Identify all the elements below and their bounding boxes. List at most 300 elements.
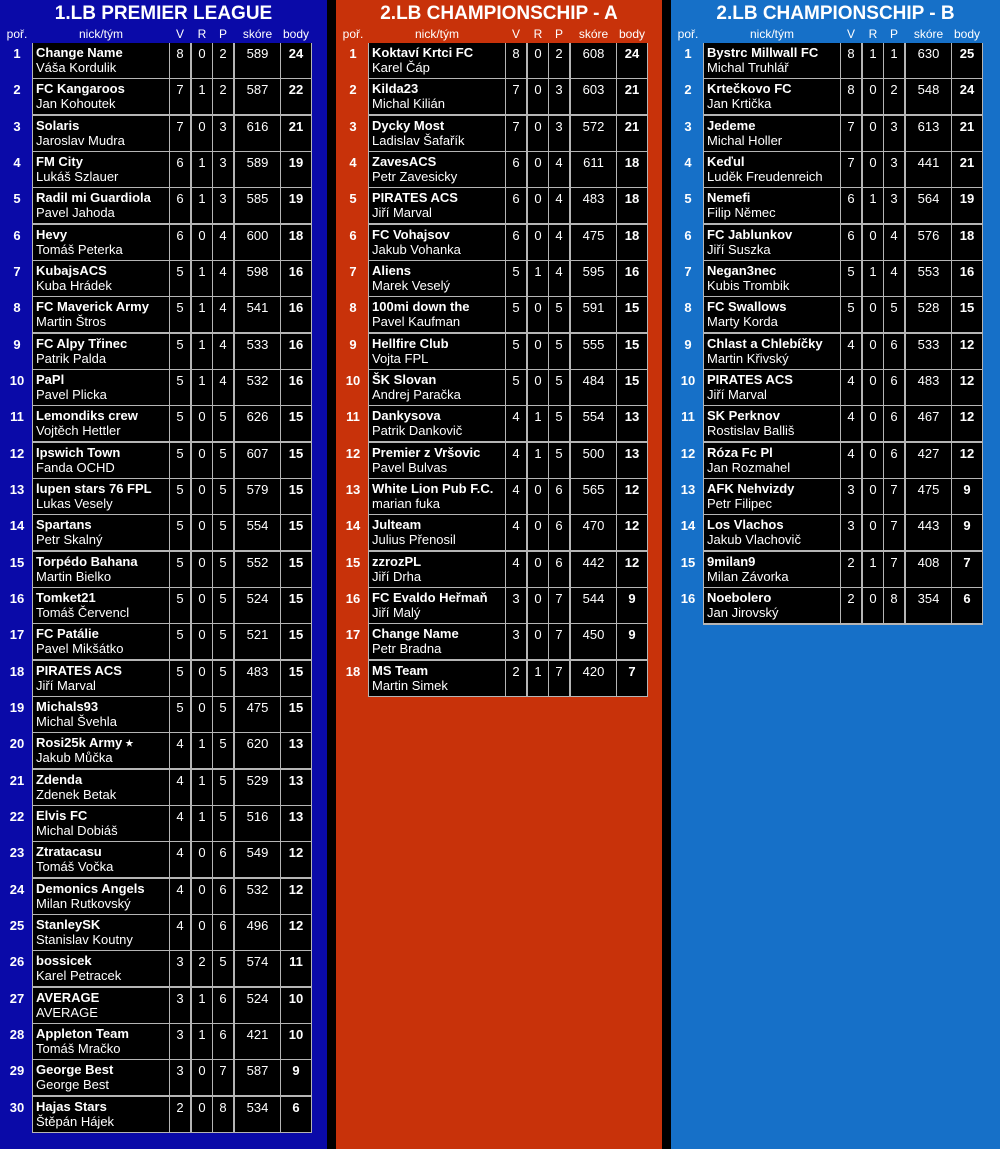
rank: 4 bbox=[349, 154, 357, 170]
draws: 0 bbox=[192, 225, 212, 260]
points: 12 bbox=[952, 334, 982, 369]
team-name: Hevy bbox=[36, 226, 68, 242]
table-row bbox=[2, 697, 325, 733]
rank: 6 bbox=[349, 227, 357, 243]
rank: 4 bbox=[684, 154, 692, 170]
draws: 0 bbox=[528, 624, 548, 659]
points: 6 bbox=[281, 1097, 311, 1132]
header-l: P bbox=[554, 27, 563, 41]
score: 500 bbox=[571, 443, 616, 478]
draws: 1 bbox=[528, 406, 548, 441]
wins: 7 bbox=[170, 79, 190, 114]
team-name: 100mi down the bbox=[372, 299, 470, 315]
team-cell bbox=[33, 43, 169, 78]
losses: 8 bbox=[884, 588, 904, 623]
team-cell bbox=[369, 479, 505, 514]
manager-name: Zdenek Betak bbox=[36, 786, 117, 802]
draws: 0 bbox=[528, 152, 548, 187]
manager-name: Jiří Suszka bbox=[707, 241, 771, 257]
rank: 11 bbox=[346, 409, 360, 425]
draws: 0 bbox=[192, 515, 212, 550]
wins: 2 bbox=[170, 1097, 190, 1132]
manager-name: Kubis Trombik bbox=[707, 277, 790, 293]
manager-name: Milan Rutkovský bbox=[36, 895, 131, 911]
wins: 5 bbox=[170, 479, 190, 514]
team-name: PIRATES ACS bbox=[707, 371, 793, 387]
points: 15 bbox=[952, 297, 982, 332]
score: 620 bbox=[235, 733, 280, 768]
team-name: Hellfire Club bbox=[372, 335, 449, 351]
points: 24 bbox=[952, 79, 982, 114]
draws: 1 bbox=[192, 79, 212, 114]
draws: 1 bbox=[863, 261, 883, 296]
championship-b-title: 2.LB CHAMPIONSCHIP - B bbox=[716, 3, 955, 24]
rank: 28 bbox=[9, 1026, 25, 1042]
points: 12 bbox=[617, 515, 647, 550]
team-name: FC Maverick Army bbox=[36, 299, 149, 315]
losses: 6 bbox=[213, 988, 233, 1023]
points: 25 bbox=[952, 43, 982, 78]
team-cell bbox=[33, 915, 169, 950]
team-name: Rosi25k Army ⭑ bbox=[36, 735, 133, 751]
manager-name: Luděk Freudenreich bbox=[707, 168, 823, 184]
team-cell bbox=[33, 988, 169, 1023]
rank: 14 bbox=[9, 518, 25, 534]
team-cell bbox=[33, 188, 169, 223]
rank: 9 bbox=[13, 336, 21, 352]
team-cell bbox=[369, 552, 505, 587]
manager-name: Lukas Vesely bbox=[36, 495, 113, 511]
team-cell bbox=[33, 406, 169, 441]
score: 572 bbox=[571, 116, 616, 151]
rank: 5 bbox=[13, 191, 21, 207]
manager-name: Michal Holler bbox=[707, 132, 783, 148]
losses: 5 bbox=[213, 661, 233, 696]
points: 18 bbox=[617, 225, 647, 260]
losses: 2 bbox=[213, 79, 233, 114]
team-cell bbox=[33, 515, 169, 550]
wins: 7 bbox=[170, 116, 190, 151]
table-row bbox=[338, 624, 660, 660]
table-row bbox=[2, 370, 325, 406]
wins: 8 bbox=[506, 43, 526, 78]
team-name: Dycky Most bbox=[372, 117, 445, 133]
team-name: FC Swallows bbox=[707, 299, 787, 315]
table-row bbox=[673, 552, 998, 588]
draws: 0 bbox=[528, 515, 548, 550]
wins: 5 bbox=[841, 261, 861, 296]
losses: 5 bbox=[549, 406, 569, 441]
team-cell bbox=[369, 43, 505, 78]
team-name: MS Team bbox=[372, 662, 429, 678]
rank: 12 bbox=[345, 445, 361, 461]
score: 595 bbox=[571, 261, 616, 296]
draws: 1 bbox=[528, 261, 548, 296]
points: 15 bbox=[281, 443, 311, 478]
losses: 7 bbox=[884, 479, 904, 514]
table-row bbox=[2, 225, 325, 261]
draws: 1 bbox=[192, 770, 212, 805]
rank: 8 bbox=[13, 300, 21, 316]
wins: 5 bbox=[170, 370, 190, 405]
points: 18 bbox=[617, 152, 647, 187]
manager-name: AVERAGE bbox=[36, 1004, 98, 1020]
standings-table bbox=[673, 43, 998, 625]
rank: 24 bbox=[9, 881, 25, 897]
points: 7 bbox=[952, 552, 982, 587]
wins: 7 bbox=[506, 79, 526, 114]
losses: 6 bbox=[549, 479, 569, 514]
losses: 5 bbox=[213, 624, 233, 659]
team-cell bbox=[33, 79, 169, 114]
team-cell bbox=[33, 552, 169, 587]
wins: 4 bbox=[170, 733, 190, 768]
losses: 6 bbox=[213, 842, 233, 877]
losses: 7 bbox=[549, 661, 569, 696]
table-row bbox=[338, 661, 660, 697]
points: 16 bbox=[281, 370, 311, 405]
points: 21 bbox=[952, 116, 982, 151]
rank: 25 bbox=[9, 917, 25, 933]
score: 565 bbox=[571, 479, 616, 514]
draws: 0 bbox=[528, 43, 548, 78]
team-name: Zdenda bbox=[36, 771, 83, 787]
losses: 5 bbox=[549, 297, 569, 332]
championship-a-panel bbox=[336, 0, 662, 1149]
rank: 15 bbox=[9, 554, 25, 570]
manager-name: George Best bbox=[36, 1077, 109, 1093]
score: 544 bbox=[571, 588, 616, 623]
team-cell bbox=[369, 406, 505, 441]
manager-name: Petr Bradna bbox=[372, 641, 442, 657]
rank: 7 bbox=[349, 263, 357, 279]
rank: 17 bbox=[345, 627, 361, 643]
rank: 18 bbox=[345, 663, 361, 679]
draws: 1 bbox=[192, 733, 212, 768]
draws: 1 bbox=[192, 297, 212, 332]
losses: 6 bbox=[884, 334, 904, 369]
manager-name: Tomáš Peterka bbox=[36, 241, 123, 257]
score: 630 bbox=[906, 43, 951, 78]
manager-name: Petr Filipec bbox=[707, 495, 773, 511]
header-rank: poř. bbox=[6, 27, 28, 41]
score: 574 bbox=[235, 951, 280, 986]
score: 442 bbox=[571, 552, 616, 587]
manager-name: Jiří Drha bbox=[372, 568, 422, 584]
points: 12 bbox=[952, 443, 982, 478]
team-cell bbox=[33, 152, 169, 187]
score: 528 bbox=[906, 297, 951, 332]
team-cell bbox=[33, 370, 169, 405]
table-row bbox=[2, 43, 325, 79]
team-cell bbox=[704, 588, 840, 623]
rank: 14 bbox=[345, 518, 361, 534]
manager-name: Jiří Marval bbox=[707, 386, 767, 402]
wins: 8 bbox=[170, 43, 190, 78]
rank: 13 bbox=[9, 481, 25, 497]
team-name: KubajsACS bbox=[36, 262, 107, 278]
rank: 20 bbox=[9, 736, 25, 752]
header-points: body bbox=[953, 27, 981, 41]
wins: 7 bbox=[841, 152, 861, 187]
score: 524 bbox=[235, 988, 280, 1023]
table-row bbox=[2, 515, 325, 551]
team-name: Change Name bbox=[372, 626, 459, 642]
score: 470 bbox=[571, 515, 616, 550]
wins: 4 bbox=[841, 370, 861, 405]
team-cell bbox=[704, 43, 840, 78]
draws: 0 bbox=[192, 879, 212, 914]
draws: 1 bbox=[192, 152, 212, 187]
rank: 1 bbox=[349, 46, 357, 61]
draws: 1 bbox=[192, 988, 212, 1023]
wins: 8 bbox=[841, 79, 861, 114]
manager-name: Petr Skalný bbox=[36, 532, 103, 548]
points: 13 bbox=[281, 806, 311, 841]
championship-a-title: 2.LB CHAMPIONSCHIP - A bbox=[380, 3, 618, 24]
team-name: Spartans bbox=[36, 517, 92, 533]
manager-name: Karel Čáp bbox=[372, 60, 430, 75]
manager-name: Tomáš Vočka bbox=[36, 859, 114, 875]
losses: 7 bbox=[884, 515, 904, 550]
manager-name: Martin Simek bbox=[372, 677, 448, 693]
draws: 0 bbox=[863, 225, 883, 260]
table-row bbox=[2, 842, 325, 878]
header-l: P bbox=[889, 27, 898, 41]
losses: 3 bbox=[884, 188, 904, 223]
team-cell bbox=[704, 261, 840, 296]
score: 554 bbox=[571, 406, 616, 441]
losses: 5 bbox=[213, 806, 233, 841]
losses: 5 bbox=[213, 588, 233, 623]
manager-name: Pavel Bulvas bbox=[372, 459, 448, 475]
draws: 0 bbox=[192, 116, 212, 151]
table-row bbox=[2, 79, 325, 115]
manager-name: Marty Korda bbox=[707, 314, 778, 330]
score: 587 bbox=[235, 1060, 280, 1095]
losses: 4 bbox=[213, 297, 233, 332]
team-name: ŠK Slovan bbox=[372, 371, 437, 387]
points: 19 bbox=[952, 188, 982, 223]
score: 483 bbox=[235, 661, 280, 696]
team-cell bbox=[704, 552, 840, 587]
draws: 0 bbox=[863, 406, 883, 441]
header-rank: poř. bbox=[342, 27, 364, 41]
points: 21 bbox=[617, 116, 647, 151]
manager-name: Michal Švehla bbox=[36, 713, 117, 729]
score: 626 bbox=[235, 406, 280, 441]
losses: 8 bbox=[213, 1097, 233, 1132]
score: 587 bbox=[235, 79, 280, 114]
table-row bbox=[673, 443, 998, 479]
wins: 5 bbox=[170, 588, 190, 623]
table-row bbox=[2, 116, 325, 152]
points: 13 bbox=[281, 733, 311, 768]
losses: 4 bbox=[549, 261, 569, 296]
wins: 6 bbox=[506, 225, 526, 260]
wins: 3 bbox=[506, 624, 526, 659]
draws: 0 bbox=[192, 624, 212, 659]
draws: 0 bbox=[192, 661, 212, 696]
draws: 0 bbox=[192, 406, 212, 441]
score: 541 bbox=[235, 297, 280, 332]
table-row bbox=[673, 588, 998, 624]
team-name: Noebolero bbox=[707, 589, 772, 605]
losses: 6 bbox=[549, 552, 569, 587]
team-cell bbox=[704, 406, 840, 441]
score: 576 bbox=[906, 225, 951, 260]
team-cell bbox=[33, 951, 169, 986]
losses: 2 bbox=[213, 43, 233, 78]
table-row bbox=[338, 552, 660, 588]
team-name: Solaris bbox=[36, 117, 80, 133]
losses: 5 bbox=[213, 552, 233, 587]
manager-name: Pavel Plicka bbox=[36, 386, 107, 402]
draws: 0 bbox=[528, 370, 548, 405]
points: 18 bbox=[617, 188, 647, 223]
score: 521 bbox=[235, 624, 280, 659]
team-name: Michals93 bbox=[36, 698, 99, 714]
wins: 7 bbox=[841, 116, 861, 151]
losses: 4 bbox=[549, 188, 569, 223]
header-w: V bbox=[846, 27, 855, 41]
table-row bbox=[2, 770, 325, 806]
table-row bbox=[2, 188, 325, 224]
score: 427 bbox=[906, 443, 951, 478]
draws: 1 bbox=[863, 552, 883, 587]
header-points: body bbox=[282, 27, 310, 41]
rank: 19 bbox=[9, 699, 25, 715]
team-cell bbox=[33, 588, 169, 623]
rank: 15 bbox=[680, 554, 696, 570]
header-d: R bbox=[197, 27, 207, 41]
manager-name: Karel Petracek bbox=[36, 968, 122, 984]
losses: 5 bbox=[213, 443, 233, 478]
manager-name: Jiří Marval bbox=[36, 677, 96, 693]
team-name: zzrozPL bbox=[372, 553, 422, 569]
points: 9 bbox=[952, 479, 982, 514]
draws: 1 bbox=[192, 806, 212, 841]
manager-name: Marek Veselý bbox=[372, 277, 451, 293]
score: 603 bbox=[571, 79, 616, 114]
losses: 4 bbox=[549, 225, 569, 260]
wins: 5 bbox=[170, 515, 190, 550]
header-l: P bbox=[218, 27, 227, 41]
draws: 1 bbox=[192, 370, 212, 405]
team-name: ZavesACS bbox=[372, 153, 437, 169]
points: 10 bbox=[281, 988, 311, 1023]
team-name: FC Jablunkov bbox=[707, 226, 793, 242]
losses: 7 bbox=[213, 1060, 233, 1095]
losses: 5 bbox=[549, 334, 569, 369]
rank: 22 bbox=[9, 808, 25, 824]
team-name: Appleton Team bbox=[36, 1025, 129, 1041]
team-cell bbox=[369, 515, 505, 550]
team-cell bbox=[704, 515, 840, 550]
points: 15 bbox=[281, 661, 311, 696]
wins: 4 bbox=[841, 443, 861, 478]
losses: 5 bbox=[213, 406, 233, 441]
team-cell bbox=[704, 334, 840, 369]
team-cell bbox=[33, 443, 169, 478]
team-cell bbox=[704, 479, 840, 514]
wins: 5 bbox=[506, 261, 526, 296]
team-cell bbox=[704, 152, 840, 187]
table-row bbox=[2, 261, 325, 297]
draws: 0 bbox=[863, 334, 883, 369]
losses: 5 bbox=[213, 479, 233, 514]
score: 524 bbox=[235, 588, 280, 623]
table-row bbox=[338, 116, 660, 152]
header-d: R bbox=[533, 27, 543, 41]
score: 616 bbox=[235, 116, 280, 151]
points: 15 bbox=[281, 552, 311, 587]
team-cell bbox=[33, 1024, 169, 1059]
points: 22 bbox=[281, 79, 311, 114]
table-row bbox=[673, 515, 998, 551]
team-name: Radil mi Guardiola bbox=[36, 190, 151, 206]
manager-name: marian fuka bbox=[372, 495, 440, 511]
manager-name: Pavel Mikšátko bbox=[36, 641, 124, 657]
team-name: Kilda23 bbox=[372, 81, 419, 97]
draws: 0 bbox=[192, 443, 212, 478]
draws: 0 bbox=[192, 43, 212, 78]
losses: 5 bbox=[213, 951, 233, 986]
draws: 0 bbox=[192, 588, 212, 623]
points: 12 bbox=[281, 915, 311, 950]
draws: 0 bbox=[528, 334, 548, 369]
wins: 4 bbox=[506, 552, 526, 587]
rank: 2 bbox=[684, 82, 692, 98]
score: 532 bbox=[235, 879, 280, 914]
wins: 5 bbox=[170, 261, 190, 296]
manager-name: Michal Truhlář bbox=[707, 60, 789, 75]
team-name: SK Perknov bbox=[707, 408, 780, 424]
team-name: Lemondiks crew bbox=[36, 408, 138, 424]
rank: 12 bbox=[680, 445, 696, 461]
losses: 7 bbox=[884, 552, 904, 587]
losses: 3 bbox=[549, 79, 569, 114]
team-name: PIRATES ACS bbox=[372, 190, 458, 206]
table-row bbox=[338, 152, 660, 188]
points: 24 bbox=[617, 43, 647, 78]
draws: 1 bbox=[863, 43, 883, 78]
table-row bbox=[338, 79, 660, 115]
score: 600 bbox=[235, 225, 280, 260]
score: 484 bbox=[571, 370, 616, 405]
rank: 17 bbox=[9, 627, 25, 643]
wins: 4 bbox=[170, 842, 190, 877]
points: 12 bbox=[281, 842, 311, 877]
points: 15 bbox=[281, 697, 311, 732]
losses: 4 bbox=[213, 370, 233, 405]
draws: 0 bbox=[528, 588, 548, 623]
team-name: Tomket21 bbox=[36, 589, 96, 605]
team-name: Demonics Angels bbox=[36, 880, 145, 896]
draws: 0 bbox=[192, 479, 212, 514]
team-name: bossicek bbox=[36, 953, 92, 969]
draws: 0 bbox=[528, 79, 548, 114]
header-score: skóre bbox=[913, 27, 944, 41]
rank: 14 bbox=[680, 518, 696, 534]
score: 483 bbox=[906, 370, 951, 405]
team-name: White Lion Pub F.C. bbox=[372, 480, 494, 496]
points: 9 bbox=[617, 588, 647, 623]
rank: 10 bbox=[9, 372, 25, 388]
team-name: FC Kangaroos bbox=[36, 81, 125, 97]
team-cell bbox=[33, 297, 169, 332]
team-name: AFK Nehvizdy bbox=[707, 480, 795, 496]
